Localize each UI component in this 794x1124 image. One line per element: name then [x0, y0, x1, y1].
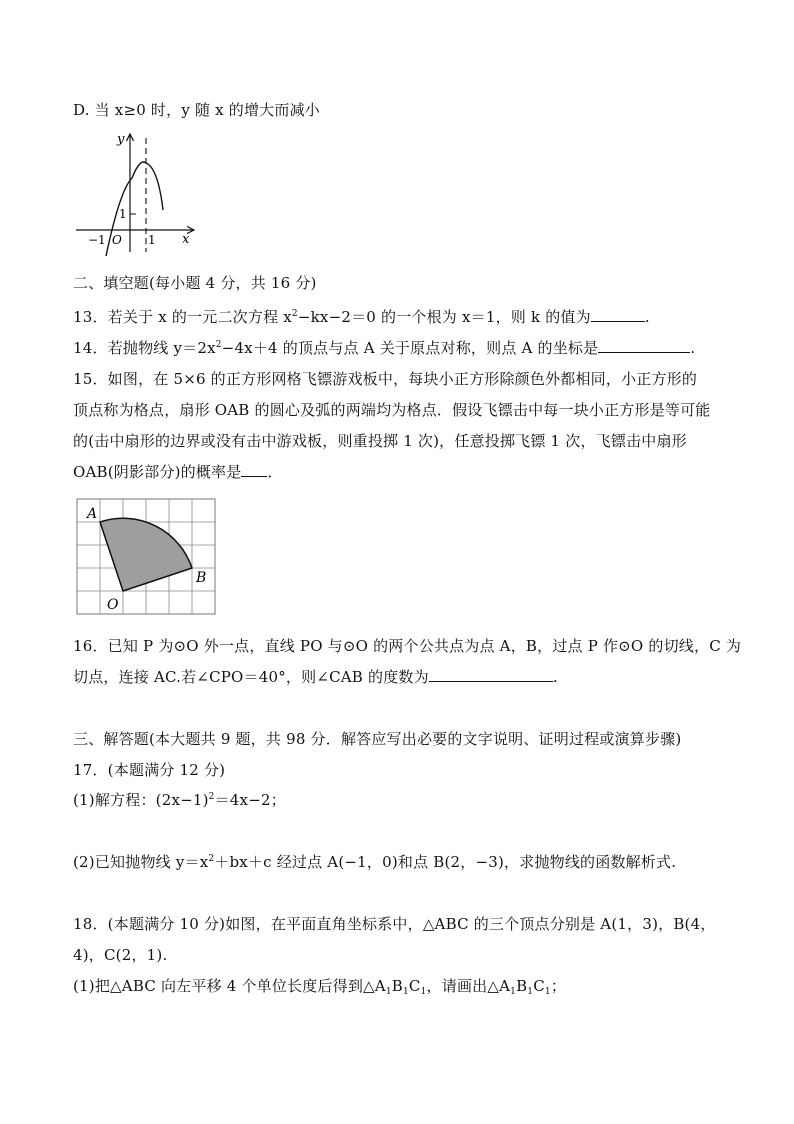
- answer-blank-14[interactable]: [598, 338, 690, 353]
- question-17-part-2: (2)已知抛物线 $y=x^2+bx+c$ 经过点 A(−1，0)和点 B(2，−3)，求抛物线的函数解析式.: [73, 853, 677, 871]
- x-axis-label: x: [182, 232, 190, 247]
- question-15-line-3: 的(击中扇形的边界或没有击中游戏板，则重投掷 1 次)，任意投掷飞镖 1 次，飞镖击中扇形: [73, 432, 687, 450]
- section-2-heading: 二、填空题(每小题 4 分，共 16 分): [73, 274, 317, 292]
- question-17-part-1: (1)解方程：$(2x-1)^2=4x-2$；: [73, 791, 286, 809]
- tick-minus1: −1: [88, 233, 106, 247]
- question-18-part-1: (1)把△ABC 向左平移 4 个单位长度后得到$\triangle A_1B_1C_1$，请画出$\triangle A_1B_1C_1$；: [73, 977, 567, 997]
- question-15-line-1: 15．如图，在 5×6 的正方形网格飞镖游戏板中，每块小正方形除颜色外都相同，小正方形的: [73, 370, 698, 388]
- answer-blank-13[interactable]: [591, 307, 645, 322]
- parabola-figure: [70, 128, 200, 256]
- question-16-line-2: 切点，连接 AC.若∠CPO＝40°，则∠CAB 的度数为 .: [73, 668, 558, 686]
- question-13: 13．若关于 x 的一元二次方程 $x^2-kx-2=0$ 的一个根为 x＝1，则 k 的值为 .: [73, 308, 650, 326]
- dartboard-figure: [70, 496, 220, 618]
- question-18-line-2: 4)，C(2，1).: [73, 946, 168, 964]
- q12-option-d: D. 当 x≥0 时，y 随 x 的增大而减小: [73, 101, 320, 119]
- point-a-label: A: [87, 506, 98, 522]
- question-16-line-1: 16．已知 P 为⊙O 外一点，直线 PO 与⊙O 的两个公共点为点 A，B，过点 P 作⊙O 的切线，C 为: [73, 637, 742, 655]
- section-3-heading: 三、解答题(本大题共 9 题，共 98 分．解答应写出必要的文字说明、证明过程或演算步骤): [73, 730, 682, 748]
- tick-x-1: 1: [148, 233, 156, 247]
- answer-blank-15[interactable]: [241, 462, 267, 477]
- question-15-line-2: 顶点称为格点，扇形 OAB 的圆心及弧的两端均为格点．假设飞镖击中每一块小正方形是等可能: [73, 401, 711, 419]
- tick-y-1: 1: [119, 207, 127, 221]
- answer-blank-16[interactable]: [429, 667, 553, 682]
- point-b-label: B: [196, 570, 207, 586]
- y-axis-label: y: [117, 132, 125, 147]
- question-17-title: 17．(本题满分 12 分): [73, 761, 226, 779]
- question-14: 14．若抛物线 $y=2x^2-4x+4$ 的顶点与点 A 关于原点对称，则点 A 的坐标是 .: [73, 339, 696, 357]
- question-15-line-4: OAB(阴影部分)的概率是 ．: [73, 463, 283, 481]
- point-o-label: O: [107, 597, 119, 613]
- origin-label: O: [112, 233, 122, 247]
- question-18-line-1: 18．(本题满分 10 分)如图，在平面直角坐标系中，△ABC 的三个顶点分别是 A(1，3)，B(4，: [73, 915, 716, 933]
